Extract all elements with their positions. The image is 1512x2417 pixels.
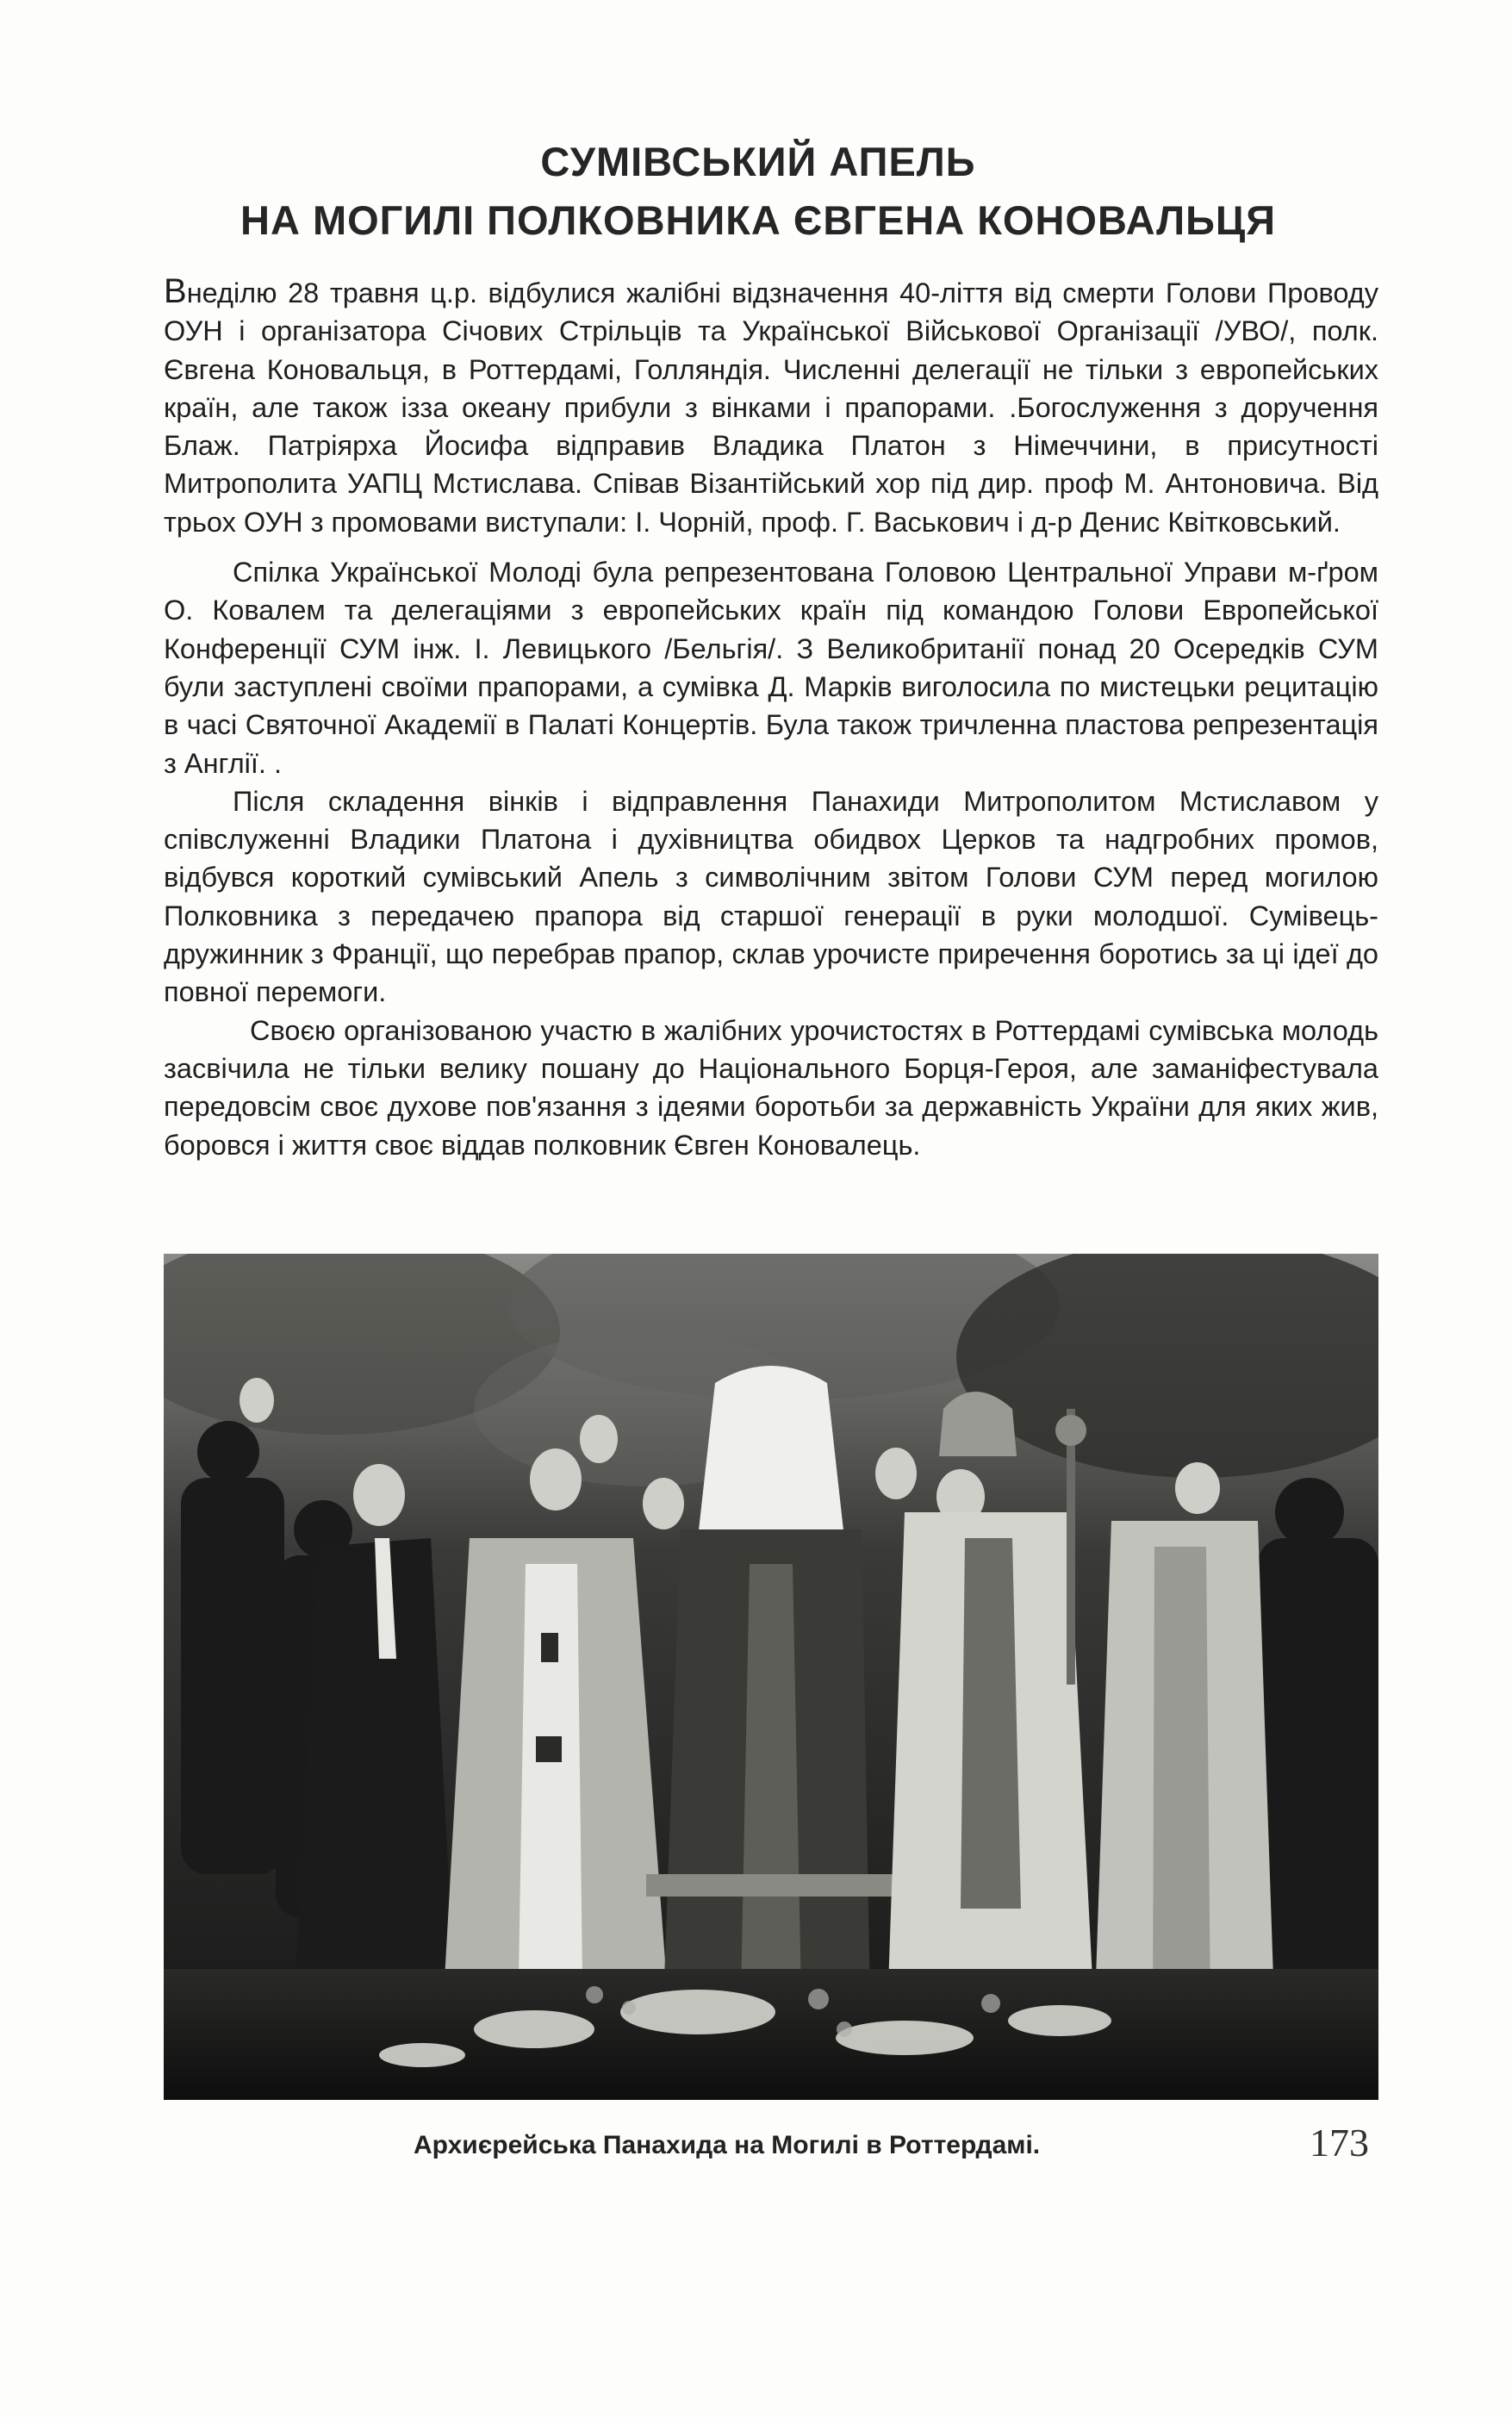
article-title-line-1: СУМІВСЬКИЙ АПЕЛЬ xyxy=(540,139,976,184)
photo-illustration xyxy=(164,1254,1378,2100)
paragraph-3: Після складення вінків і відправлення Панахиди Митрополитом Мстиславом у співслуженні Владики Платона і духівництва обидвох Церков та надгробних промов, відбувся короткий сумівський Апель з символічним звітом Голови СУМ перед могилою Полковника з передачею прапора від старшої генерації в руки молодшої. Сумівець-дружинник з Франції, що перебрав прапор, склав урочисте приречення боротись за ці ідеї до повної перемоги. xyxy=(164,785,1378,1008)
paragraph-4: Своєю організованою участю в жалібних урочистостях в Роттердамі сумівська молодь засвічила не тільки велику пошану до Національного Борця-Героя, але заманіфестувала передовсім своє духове пов'язання з ідеями боротьби за державність України для яких жив, боровся і життя своє віддав полковник Євген Коновалець. xyxy=(164,1014,1378,1161)
page-number: 173 xyxy=(1310,2121,1369,2165)
memorial-service-photo xyxy=(164,1254,1378,2100)
paragraph-1-text: неділю 28 травня ц.р. відбулися жалібні відзначення 40-ліття від смерти Голови Проводу ОУН і організатора Січових Стрільців та Української Військової Організації /УВО/, полк. Євгена Коновальця, в Роттердамі, Голляндія. Численні делегації не тільки з европейських країн, але також ізза океану прибули з вінками і прапорами. .Богослуження з доручення Блаж. Патріярха Йосифа відправив Владика Платон з Німеччини, в присутності Митрополита УАПЦ Мстислава. Співав Візантійський хор під дир. проф М. Антоновича. Від трьох ОУН з промовами виступали: І. Чорній, проф. Г. Васькович і д-р Денис Квітковський. xyxy=(164,277,1378,538)
paragraph-2: Спілка Української Молоді була репрезентована Головою Центральної Управи м-ґром О. Ковалем та делегаціями з европейських країн під командою Голови Европейської Конференції СУМ інж. І. Левицького /Бельгія/. З Великобританії понад 20 Осередків СУМ були заступлені своїми прапорами, а сумівка Д. Марків виголосила по мистецьки рецитацію в часі Святочної Академії в Палаті Концертів. Була також тричленна пластова репрезентація з Англії. . xyxy=(164,557,1378,779)
article-title-line-2: НА МОГИЛІ ПОЛКОВНИКА ЄВГЕНА КОНОВАЛЬЦЯ xyxy=(240,197,1276,243)
article-body xyxy=(164,274,1378,1164)
paragraph-1-first-word: В xyxy=(164,272,187,310)
paragraph-1 xyxy=(164,274,1378,541)
photo-caption: Архиєрейська Панахида на Могилі в Роттердамі. xyxy=(414,2131,1041,2159)
